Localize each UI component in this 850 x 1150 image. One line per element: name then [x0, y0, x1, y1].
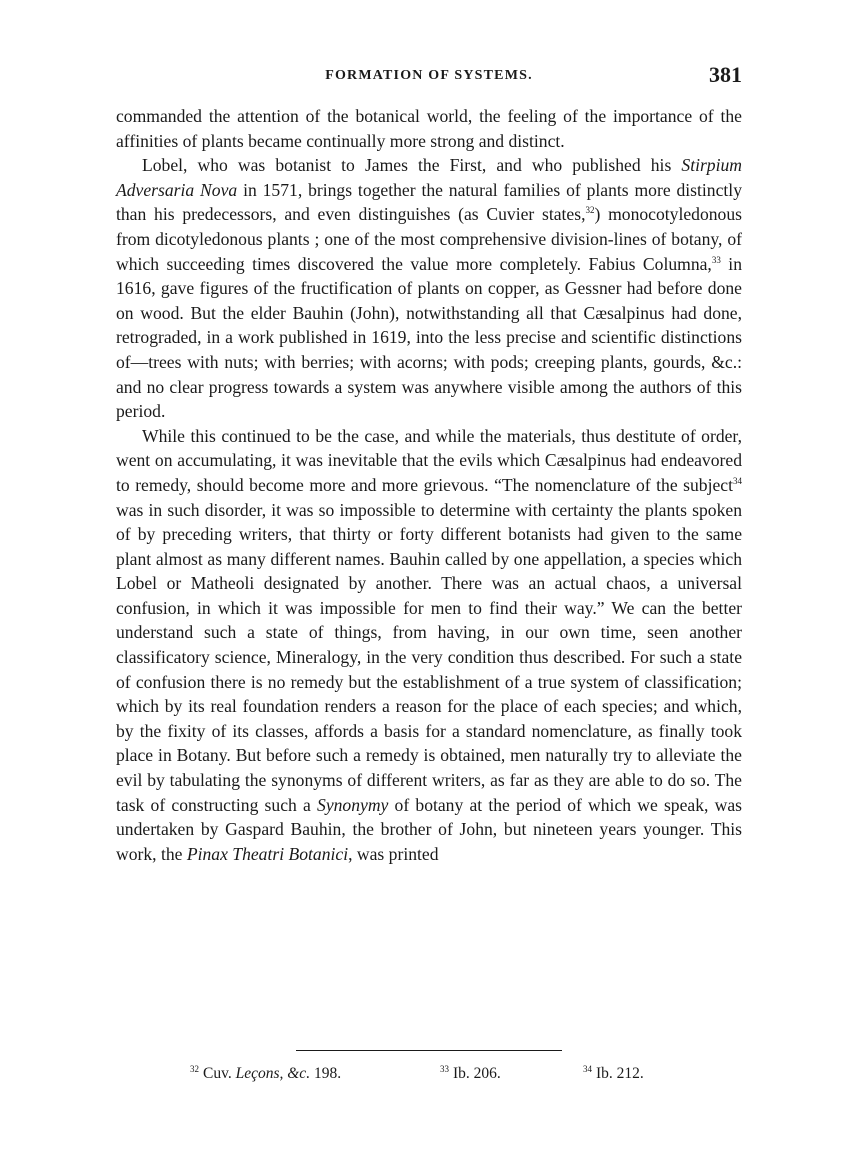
- paragraph-text: Lobel, who was botanist to James the First, and who published his: [142, 155, 682, 176]
- body-text: [116, 104, 742, 866]
- footnote-33: [440, 1064, 501, 1084]
- footnote-mark: 32: [190, 1064, 199, 1074]
- running-title: FORMATION OF SYSTEMS.: [325, 68, 533, 83]
- footnote-text: Ib. 206.: [453, 1065, 501, 1082]
- paragraph-2: [116, 153, 742, 424]
- footnote-title-italic: Leçons, &c.: [235, 1065, 311, 1082]
- book-title-italic: Pinax Theatri Botanici: [186, 843, 349, 864]
- term-italic: Synonymy: [317, 794, 389, 815]
- paragraph-text: ) monocotyledonous from dicotyledonous plants ; one of the most comprehensive division-lines of botany, of which succeeding times discovered the value more completely. Fabius Columna,: [116, 204, 742, 274]
- footnotes: [0, 1064, 850, 1088]
- running-head: [116, 62, 742, 90]
- paragraph-1: [116, 104, 742, 153]
- paragraph-text: of botany at the period of which we speak, was undertaken by Gaspard Bauhin, the brother of John, but nineteen years younger. This work, the: [116, 794, 742, 864]
- footnote-mark: 34: [583, 1064, 592, 1074]
- footnote-32: [190, 1064, 341, 1084]
- paragraph-text: in 1616, gave figures of the fructification of plants on copper, as Gessner had before done on wood. But the elder Bauhin (John), notwithstanding all that Cæsalpinus had done, retrograded, in a work published in 1619, into the less precise and scientific distinctions of—trees with nuts; with berries; with acorns; with pods; creeping plants, gourds, &c.: and no clear progress towards a system was anywhere visible among the authors of this period.: [116, 253, 742, 422]
- book-title-italic: Stirpium Adversaria Nova: [116, 155, 742, 200]
- footnote-rule: [296, 1050, 562, 1051]
- paragraph-text: commanded the attention of the botanical world, the feeling of the importance of the affinities of plants became continually more strong and distinct.: [116, 106, 742, 151]
- footnote-reference: 32: [585, 205, 595, 216]
- paragraph-text: While this continued to be the case, and while the materials, thus destitute of order, went on accumulating, it was inevitable that the evils which Cæsalpinus had endeavored to remedy, should become more and more grievous. “The nomenclature of the subject: [116, 425, 742, 495]
- footnote-text: Ib. 212.: [596, 1065, 644, 1082]
- footnote-reference: 34: [733, 475, 742, 486]
- paragraph-3: [116, 424, 742, 867]
- paragraph-text: , was printed: [348, 843, 439, 864]
- footnote-text: 198.: [310, 1065, 342, 1082]
- page-number: 381: [709, 62, 742, 87]
- footnote-mark: 33: [440, 1064, 449, 1074]
- paragraph-text: in 1571, brings together the natural families of plants more distinctly than his predecessors, and even distinguishes (as Cuvier states,: [116, 179, 742, 225]
- footnote-text: Cuv.: [203, 1065, 236, 1082]
- paragraph-text: was in such disorder, it was so impossible to determine with certainty the plants spoken of by preceding writers, that thirty or forty different botanists had given to the same plant almost as many different names. Bauhin called by one appellation, a species which Lobel or Matheoli designated by another. There was an actual chaos, a universal confusion, in which it was impossible for men to find their way.” We can the better understand such a state of things, from having, in our own time, seen another classificatory science, Mineralogy, in the very condition thus described. For such a state of confusion there is no remedy but the establishment of a true system of classification; which by its real foundation renders a reason for the place of each species; and which, by the fixity of its classes, affords a basis for a standard nomenclature, as finally took place in Botany. But before such a remedy is obtained, men naturally try to alleviate the evil by tabulating the synonyms of different writers, as far as they are able to do so. The task of constructing such a: [116, 499, 742, 815]
- footnote-reference: 33: [711, 254, 721, 265]
- footnote-34: [583, 1064, 644, 1084]
